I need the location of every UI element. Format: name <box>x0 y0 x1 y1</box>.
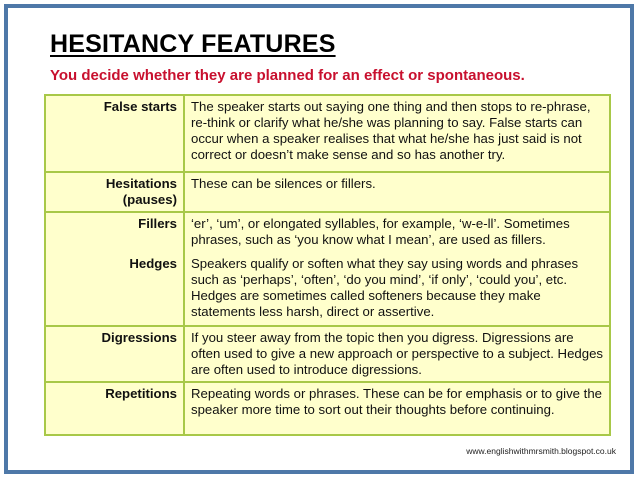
term-cell <box>46 96 184 172</box>
slide-subtitle: You decide whether they are planned for an effect or spontaneous. <box>50 67 525 84</box>
term-label: False starts <box>103 99 177 114</box>
term-label: Digressions <box>101 330 177 345</box>
definition-cell: If you steer away from the topic then you digress. Digressions are often used to give a new approach or perspective to a subject. Hedges are often used to introduce digressions. <box>184 326 609 382</box>
definition-cell: ‘er’, ‘um’, or elongated syllables, for example, ‘w-e-ll’. Sometimes phrases, such as ‘you know what I mean’, are used as fillers. <box>191 216 570 247</box>
table-row-fillers <box>46 212 609 253</box>
features-table <box>46 96 609 434</box>
features-table-container <box>44 94 611 436</box>
table-row-hedges <box>46 253 609 326</box>
definition-cell: The speaker starts out saying one thing and then stops to re-phrase, re-think or clarify what he/she was planning to say. False starts can occur when a speaker realises that what he/she has just said is not correct or doesn’t make sense and so has another try. <box>184 96 609 172</box>
definition-cell: Speakers qualify or soften what they say using words and phrases such as ‘perhaps’, ‘often’, ‘do you mind’, ‘if only’, ‘could you’, etc. Hedges are sometimes called softeners because they make statements less harsh, direct or assertive. <box>184 253 609 326</box>
term-label-sub: (pauses) <box>122 192 177 207</box>
footer-url: www.englishwithmrsmith.blogspot.co.uk <box>466 446 616 456</box>
table-row-hesitations <box>46 172 609 212</box>
term-label: Hedges <box>129 256 177 271</box>
term-cell <box>46 382 184 434</box>
table-row-digressions <box>46 326 609 382</box>
term-label: Hesitations <box>105 176 177 191</box>
definition-cell: Repeating words or phrases. These can be for emphasis or to give the speaker more time to sort out their thoughts before continuing. <box>191 386 602 417</box>
term-cell <box>46 172 184 212</box>
table-row-repetitions <box>46 382 609 434</box>
term-label: Fillers <box>138 216 177 231</box>
slide-frame <box>4 4 634 474</box>
term-label: Repetitions <box>105 386 177 401</box>
definition-cell: These can be silences or fillers. <box>184 172 609 212</box>
term-cell <box>46 253 184 326</box>
table-row-false-starts <box>46 96 609 172</box>
term-cell <box>46 326 184 382</box>
term-cell <box>46 212 184 253</box>
slide-title: HESITANCY FEATURES <box>50 30 336 58</box>
